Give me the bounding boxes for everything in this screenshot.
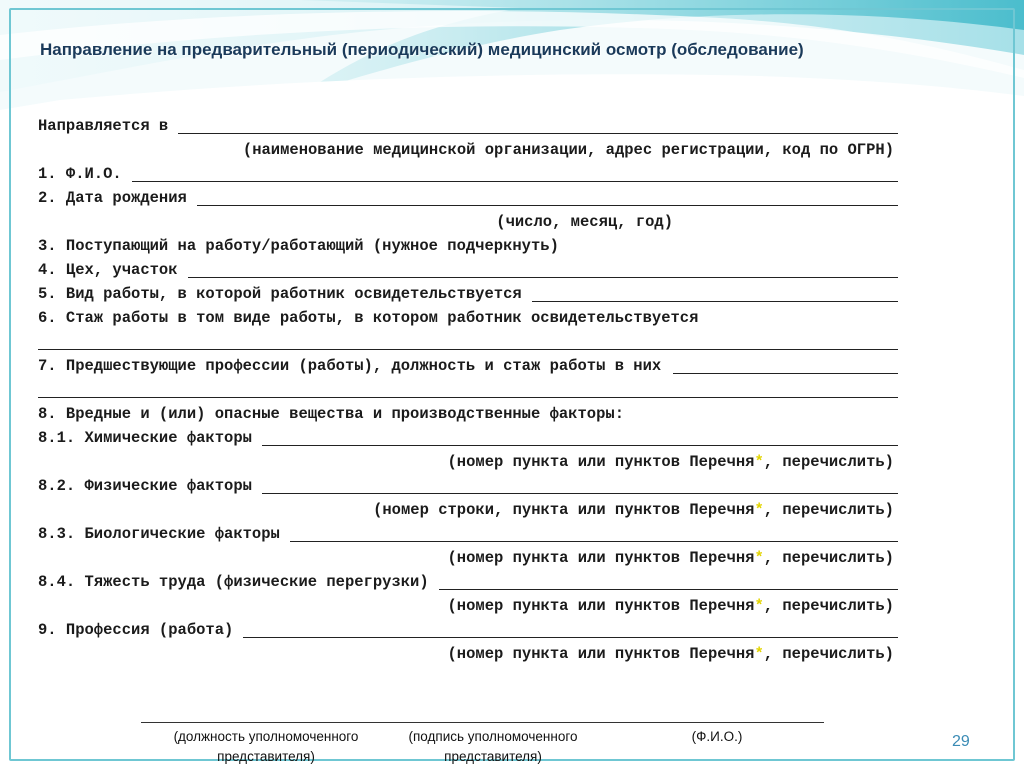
item6-text: 6. Стаж работы в том виде работы, в котором работник освидетельствуется	[38, 309, 699, 327]
item8-2-hint-row	[38, 497, 898, 521]
slide-title: Направление на предварительный (периодический) медицинский осмотр (обследование)	[40, 40, 804, 59]
item4-label: 4. Цех, участок	[38, 261, 178, 279]
item2-hint: (число, месяц, год)	[496, 213, 673, 231]
item8-2-label: 8.2. Физические факторы	[38, 477, 252, 495]
physical-factors-field[interactable]	[262, 493, 898, 494]
referral-form	[38, 113, 898, 665]
signature-name-caption: (Ф.И.О.)	[691, 729, 743, 744]
work-experience-field[interactable]	[38, 349, 898, 350]
item9-label: 9. Профессия (работа)	[38, 621, 234, 639]
item2-row	[38, 185, 898, 209]
item5-label: 5. Вид работы, в которой работник освидетельствуется	[38, 285, 522, 303]
item8-1-label: 8.1. Химические факторы	[38, 429, 252, 447]
item9-hint: (номер пункта или пунктов Перечня*, перечислить)	[447, 645, 894, 663]
profession-field[interactable]	[243, 637, 898, 638]
asterisk-icon: *	[754, 645, 764, 663]
page-number: 29	[952, 733, 970, 750]
item7-label: 7. Предшествующие профессии (работы), должность и стаж работы в них	[38, 357, 662, 375]
item8-4-hint-row	[38, 593, 898, 617]
item9-hint-row	[38, 641, 898, 665]
directed-to-hint-row	[38, 137, 898, 161]
item1-label: 1. Ф.И.О.	[38, 165, 122, 183]
full-name-field[interactable]	[132, 181, 898, 182]
item6-row	[38, 305, 898, 329]
item8-4-row	[38, 569, 898, 593]
previous-professions-field-continued[interactable]	[38, 397, 898, 398]
asterisk-icon: *	[754, 453, 764, 471]
labor-severity-field[interactable]	[439, 589, 898, 590]
item5-row	[38, 281, 898, 305]
item8-3-row	[38, 521, 898, 545]
item1-row	[38, 161, 898, 185]
directed-to-row	[38, 113, 898, 137]
item8-1-hint: (номер пункта или пунктов Перечня*, перечислить)	[447, 453, 894, 471]
biological-factors-field[interactable]	[290, 541, 898, 542]
item4-row	[38, 257, 898, 281]
item8-row	[38, 401, 898, 425]
item8-3-label: 8.3. Биологические факторы	[38, 525, 280, 543]
item7-blank-row	[38, 377, 898, 401]
item8-1-row	[38, 425, 898, 449]
item2-label: 2. Дата рождения	[38, 189, 187, 207]
directed-to-hint: (наименование медицинской организации, адрес регистрации, код по ОГРН)	[242, 141, 894, 159]
item2-hint-row	[38, 209, 898, 233]
signature-sign-caption: (подпись уполномоченного представителя)	[408, 729, 578, 764]
item8-text: 8. Вредные и (или) опасные вещества и производственные факторы:	[38, 405, 624, 423]
directed-to-label: Направляется в	[38, 117, 169, 135]
item8-1-hint-row	[38, 449, 898, 473]
asterisk-icon: *	[754, 549, 764, 567]
workshop-field[interactable]	[188, 277, 898, 278]
item7-row	[38, 353, 898, 377]
item8-2-hint: (номер строки, пункта или пунктов Перечня*, перечислить)	[373, 501, 894, 519]
item8-3-hint: (номер пункта или пунктов Перечня*, перечислить)	[447, 549, 894, 567]
signature-position-caption: (должность уполномоченного представителя)	[173, 729, 359, 764]
item8-4-hint: (номер пункта или пунктов Перечня*, перечислить)	[447, 597, 894, 615]
birth-date-field[interactable]	[197, 205, 898, 206]
item8-3-hint-row	[38, 545, 898, 569]
directed-to-field[interactable]	[178, 133, 898, 134]
asterisk-icon: *	[754, 501, 764, 519]
item8-4-label: 8.4. Тяжесть труда (физические перегрузки)	[38, 573, 429, 591]
item8-2-row	[38, 473, 898, 497]
signature-line[interactable]	[141, 722, 824, 723]
item9-row	[38, 617, 898, 641]
item3-row	[38, 233, 898, 257]
chemical-factors-field[interactable]	[262, 445, 898, 446]
work-type-field[interactable]	[532, 301, 898, 302]
asterisk-icon: *	[754, 597, 764, 615]
previous-professions-field[interactable]	[673, 373, 898, 374]
item3-text: 3. Поступающий на работу/работающий (нужное подчеркнуть)	[38, 237, 559, 255]
item6-blank-row	[38, 329, 898, 353]
